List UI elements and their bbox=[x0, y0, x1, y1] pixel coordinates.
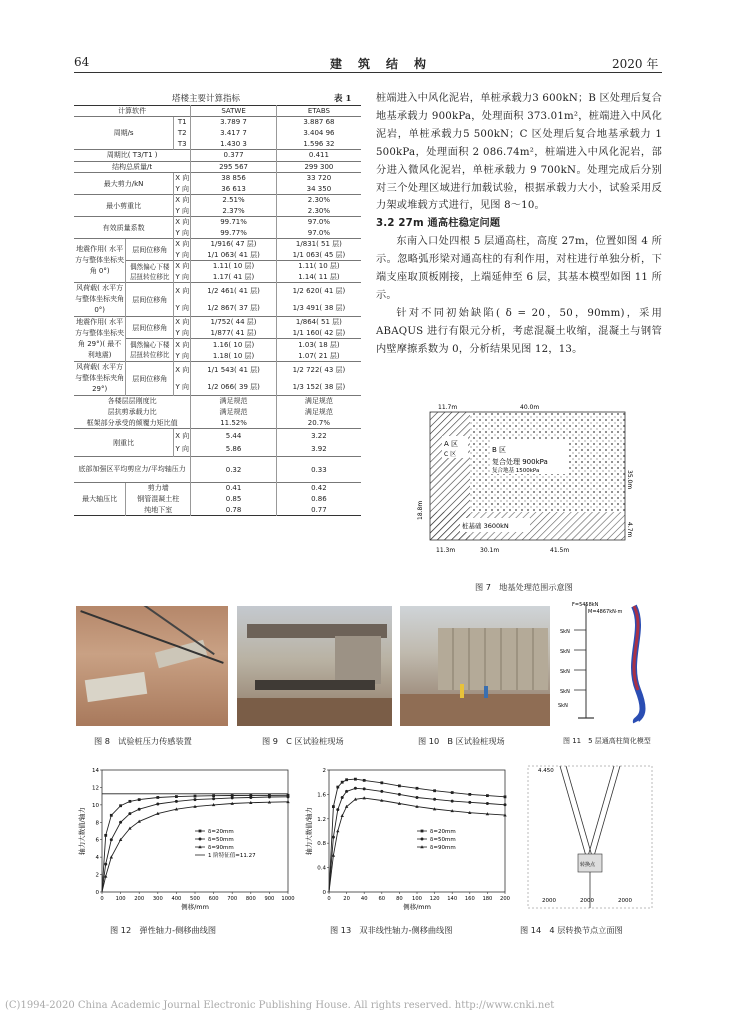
row-max-shear: 最大剪力/kN bbox=[74, 173, 174, 195]
data-point bbox=[110, 814, 113, 817]
cell: 0.411 bbox=[276, 150, 361, 161]
cable bbox=[80, 610, 224, 664]
data-point bbox=[398, 793, 401, 796]
fig14-label: 2000 bbox=[580, 898, 594, 904]
copyright-footer: (C)1994-2020 China Academic Journal Electronic Publishing House. All rights reserved. http://www.cnki.net bbox=[5, 1000, 555, 1011]
dir-x: X 向 bbox=[174, 362, 191, 379]
cell: 0.33 bbox=[276, 457, 361, 483]
fig10-caption: 图 10 B 区试验桩现场 bbox=[418, 736, 505, 746]
dir-y: Y 向 bbox=[175, 351, 189, 360]
cell: 满足规范 bbox=[276, 396, 361, 407]
dir-x: X 向 bbox=[174, 339, 191, 351]
fig7-dim: 40.0m bbox=[520, 404, 540, 411]
side-label: SkN bbox=[560, 669, 570, 675]
cell: 0.86 bbox=[276, 494, 361, 505]
y-tick-label: 6 bbox=[95, 837, 99, 844]
row-eff-mass: 有效质量系数 bbox=[74, 217, 174, 239]
fig8-caption: 图 8 试验桩压力传感装置 bbox=[94, 736, 192, 746]
x-tick-label: 0 bbox=[100, 896, 104, 902]
series-line-0 bbox=[102, 795, 288, 892]
cell: 99.77% bbox=[191, 228, 277, 239]
fig11-column-model bbox=[556, 600, 656, 728]
legend-label: δ=20mm bbox=[208, 829, 234, 835]
row-total-mass: 结构总质量/t bbox=[74, 161, 191, 172]
fig14-label: 4.450 bbox=[538, 768, 554, 774]
data-point bbox=[194, 798, 197, 801]
fig10-photo bbox=[400, 606, 550, 726]
cell: 5.44 bbox=[191, 429, 277, 443]
x-tick-label: 700 bbox=[227, 896, 238, 902]
dir-y: Y 向 bbox=[175, 184, 189, 193]
data-point bbox=[249, 796, 252, 799]
data-point bbox=[156, 802, 159, 805]
data-point bbox=[138, 798, 141, 801]
cell: 1/831( 51 层) bbox=[276, 239, 361, 250]
fig13-chart bbox=[303, 760, 518, 920]
fig7-label: B 区 bbox=[492, 446, 507, 454]
dir-y: Y 向 bbox=[175, 250, 189, 259]
y-tick-label: 0.4 bbox=[317, 865, 326, 872]
cell: 1/3 152( 38 层) bbox=[276, 379, 361, 396]
top-label: F=5458kN bbox=[572, 602, 599, 608]
x-tick-label: 800 bbox=[245, 896, 256, 902]
data-point bbox=[336, 808, 339, 811]
cell: 1.07( 21 层) bbox=[276, 351, 361, 362]
dir-y: Y 向 bbox=[175, 206, 189, 215]
page-number: 64 bbox=[74, 55, 90, 69]
row-quake0: 地震作用( 水平方与整体坐标夹角 0°) bbox=[74, 239, 126, 283]
data-point bbox=[336, 786, 339, 789]
cell: 1.18( 10 层) bbox=[191, 351, 277, 362]
cell: 0.85 bbox=[191, 494, 277, 505]
paragraph: 桩端进入中风化泥岩，单桩承载力3 600kN；B 区处理后复合地基承载力 900kPa，处理面积 373.01m²，桩端进入中风化泥岩，单桩承载力5 500kN；C 区处理后复合地基承载力 1 500kPa，处理面积 2 086.74m²，桩端进入中风化泥岩，部分进入微风化泥岩，单桩承载力 9 700kN。处理完成后分别对三个处理区域进行加载试验，根据承载力大小，试验采用反力架或堆载方式进行，见图 8～10。 bbox=[376, 93, 662, 212]
data-point bbox=[345, 790, 348, 793]
data-point bbox=[468, 801, 471, 804]
cell: 97.0% bbox=[276, 217, 361, 228]
cell: 1/2 722( 43 层) bbox=[276, 362, 361, 379]
sensor-plate bbox=[85, 672, 147, 702]
sub-cfst: 钢管混凝土柱 bbox=[126, 494, 191, 505]
side-label: SkN bbox=[560, 689, 570, 695]
sub-drift: 层间位移角 bbox=[126, 283, 174, 317]
sub-drift: 层间位移角 bbox=[126, 239, 174, 261]
dir-x: X 向 bbox=[175, 240, 190, 249]
cell: 11.52% bbox=[191, 418, 277, 429]
data-point bbox=[433, 798, 436, 801]
sub-ecc: 偶然偏心下楼层扭转位移比 bbox=[126, 339, 174, 362]
series-line-2 bbox=[329, 798, 505, 892]
dir-x: X 向 bbox=[175, 218, 190, 227]
side-label: SkN bbox=[558, 703, 568, 709]
fig14-caption: 图 14 4 层转换节点立面图 bbox=[520, 925, 623, 935]
table-title: 塔楼主要计算指标 bbox=[172, 94, 241, 104]
x-tick-label: 0 bbox=[327, 896, 331, 902]
x-tick-label: 20 bbox=[343, 896, 350, 902]
y-tick-label: 12 bbox=[92, 785, 99, 792]
x-tick-label: 200 bbox=[134, 896, 145, 902]
x-tick-label: 160 bbox=[464, 896, 475, 902]
data-point bbox=[451, 800, 454, 803]
fig14-elevation bbox=[520, 760, 660, 920]
cell: 1/2 461( 41 层) bbox=[191, 283, 277, 300]
row-rigidity: 刚重比 bbox=[74, 429, 174, 457]
row-quake29: 地震作用( 水平方与整体坐标夹角 29°)( 最不利地震) bbox=[74, 317, 126, 362]
fig9-caption: 图 9 C 区试验桩现场 bbox=[262, 736, 344, 746]
data-point bbox=[194, 795, 197, 798]
cell: 3.404 96 bbox=[276, 128, 361, 139]
side-label: SkN bbox=[560, 649, 570, 655]
cell: 2.30% bbox=[276, 206, 361, 217]
paragraph: 东南入口处四根 5 层通高柱，高度 27m，位置如图 4 所示。忽略弧形梁对通高柱的有利作用，对柱进行单独分析，下端支座取顶板刚接，上端延伸至 6 层，其基本模型如图 11 所示。 bbox=[376, 236, 662, 301]
body-text bbox=[376, 90, 662, 359]
data-point bbox=[380, 790, 383, 793]
data-point bbox=[504, 795, 507, 798]
x-tick-label: 300 bbox=[152, 896, 163, 902]
data-point bbox=[354, 787, 357, 790]
cell: 2.37% bbox=[191, 206, 277, 217]
th-software: 计算软件 bbox=[118, 107, 147, 115]
legend-marker bbox=[199, 838, 202, 841]
dir-x: X 向 bbox=[175, 318, 190, 327]
cell: 1/916( 47 层) bbox=[191, 239, 277, 250]
x-tick-label: 180 bbox=[482, 896, 493, 902]
cell: 满足规范 bbox=[191, 396, 277, 407]
fig14-label: 2000 bbox=[618, 898, 632, 904]
x-tick-label: 400 bbox=[171, 896, 182, 902]
legend-label: δ=90mm bbox=[430, 845, 456, 851]
data-point bbox=[341, 796, 344, 799]
cell: 1/752( 44 层) bbox=[191, 317, 277, 328]
row-shear-capacity: 层抗剪承载力比 bbox=[107, 408, 157, 417]
cell: 2.51% bbox=[191, 195, 277, 206]
series-line-1 bbox=[102, 797, 288, 892]
side-loads bbox=[574, 630, 586, 690]
cell: 34 350 bbox=[276, 184, 361, 195]
series-line-1 bbox=[329, 788, 505, 892]
dir-y: Y 向 bbox=[175, 272, 189, 281]
dir-y: Y 向 bbox=[174, 379, 191, 396]
data-point bbox=[336, 829, 339, 832]
data-point bbox=[451, 791, 454, 794]
top-label: M=4867kN·m bbox=[588, 609, 623, 615]
side-label: SkN bbox=[560, 629, 570, 635]
header-rule bbox=[74, 72, 662, 73]
sub-basement: 纯地下室 bbox=[126, 505, 191, 516]
cell: 满足规范 bbox=[191, 407, 277, 418]
data-point bbox=[138, 808, 141, 811]
x-tick-label: 60 bbox=[378, 896, 386, 902]
dir-y: Y 向 bbox=[175, 228, 189, 237]
y-tick-label: 1.6 bbox=[317, 792, 326, 799]
data-point bbox=[398, 784, 401, 787]
legend-marker bbox=[421, 838, 424, 841]
sub-drift: 层间位移角 bbox=[126, 362, 174, 396]
table-header-row bbox=[74, 106, 361, 117]
cell: 2.30% bbox=[276, 195, 361, 206]
cell: 1.14( 11 层) bbox=[276, 272, 361, 283]
paragraph: 针对不同初始缺陷( δ = 20，50，90mm)，采用 ABAQUS 进行有限元分析，考虑混凝土收缩，混凝土与钢管内壁摩擦系数为 0，分析结果见图 12，13。 bbox=[376, 307, 662, 355]
row-min-shear-ratio: 最小剪重比 bbox=[74, 195, 174, 217]
x-tick-label: 40 bbox=[360, 896, 368, 902]
journal-name: 建 筑 结 构 bbox=[330, 57, 429, 71]
data-point bbox=[156, 796, 159, 799]
data-point bbox=[175, 800, 178, 803]
fig14-label: 转换点 bbox=[580, 862, 596, 868]
ground bbox=[400, 694, 550, 726]
cell: 3.789 7 bbox=[191, 117, 277, 128]
fig7-dim: 30.1m bbox=[480, 547, 500, 554]
data-point bbox=[341, 814, 344, 817]
x-tick-label: 500 bbox=[190, 896, 200, 902]
section-heading: 3.2 27m 通高柱稳定问题 bbox=[376, 218, 501, 230]
fig7-dim: 41.5m bbox=[550, 547, 570, 554]
dir-x: X 向 bbox=[175, 174, 190, 183]
data-point bbox=[128, 812, 131, 815]
fig12-caption: 图 12 弹性轴力-侧移曲线图 bbox=[110, 925, 217, 935]
worker bbox=[460, 684, 464, 698]
data-point bbox=[268, 796, 271, 799]
cell: 3.887 68 bbox=[276, 117, 361, 128]
data-point bbox=[175, 795, 178, 798]
cell: 0.377 bbox=[191, 150, 277, 161]
data-point bbox=[332, 805, 335, 808]
cell: 1/1 160( 42 层) bbox=[276, 328, 361, 339]
data-point bbox=[110, 838, 113, 841]
fig9-photo bbox=[237, 606, 392, 726]
x-tick-label: 200 bbox=[500, 896, 510, 902]
fig7-dim: 11.7m bbox=[438, 404, 458, 411]
concrete-block bbox=[335, 636, 381, 684]
row-wind0: 风荷载( 水平方与整体坐标夹角 0°) bbox=[74, 283, 126, 317]
data-point bbox=[212, 797, 215, 800]
fig7-label: 复合地基 1500kPa bbox=[492, 468, 540, 474]
data-point bbox=[119, 804, 122, 807]
fig7-caption: 图 7 地基处理范围示意图 bbox=[475, 582, 573, 592]
data-point bbox=[345, 778, 348, 781]
worker bbox=[484, 686, 488, 698]
cell: 1/1 543( 41 层) bbox=[191, 362, 277, 379]
cell: 1.16( 10 层) bbox=[191, 339, 277, 351]
cell: 1.03( 18 层) bbox=[276, 339, 361, 351]
row-wind29: 风荷载( 水平方与整体坐标夹角 29°) bbox=[74, 362, 126, 396]
dir-x: X 向 bbox=[174, 429, 191, 443]
legend-marker bbox=[199, 830, 202, 833]
fig11-caption: 图 11 5 层通高柱简化模型 bbox=[563, 737, 651, 745]
data-point bbox=[380, 781, 383, 784]
data-point bbox=[119, 821, 122, 824]
fig7-label: 桩基础 3600kN bbox=[462, 522, 509, 530]
cell: 99.71% bbox=[191, 217, 277, 228]
y-axis-label: 轴力大数值/轴力 bbox=[78, 807, 86, 855]
cell: 38 856 bbox=[191, 173, 277, 184]
data-point bbox=[363, 779, 366, 782]
cell: 1/2 066( 39 层) bbox=[191, 379, 277, 396]
x-axis-label: 侧移/mm bbox=[181, 903, 209, 911]
dir-y: Y 向 bbox=[174, 300, 191, 317]
fig14-label: 2000 bbox=[542, 898, 556, 904]
data-point bbox=[486, 794, 489, 797]
data-point bbox=[212, 794, 215, 797]
data-point bbox=[433, 789, 436, 792]
fig7-label: C 区 bbox=[444, 451, 457, 458]
cell: 20.7% bbox=[276, 418, 361, 429]
cell: 0.32 bbox=[191, 457, 277, 483]
issue-year: 2020 年 bbox=[612, 57, 659, 71]
data-point bbox=[104, 834, 107, 837]
dir-y: Y 向 bbox=[175, 328, 189, 337]
sub-drift: 层间位移角 bbox=[126, 317, 174, 339]
x-tick-label: 900 bbox=[264, 896, 275, 902]
y-tick-label: 0 bbox=[322, 890, 326, 896]
table-1 bbox=[74, 105, 361, 516]
dir-x: X 向 bbox=[175, 262, 190, 271]
fig7-foundation-diagram bbox=[400, 400, 650, 570]
x-axis-label: 侧移/mm bbox=[403, 903, 431, 911]
cell: 299 300 bbox=[276, 161, 361, 172]
data-point bbox=[363, 787, 366, 790]
legend-label: δ=90mm bbox=[208, 845, 234, 851]
data-point bbox=[354, 778, 357, 781]
cell: 1/2 867( 37 层) bbox=[191, 300, 277, 317]
y-tick-label: 8 bbox=[95, 820, 99, 827]
y-tick-label: 0 bbox=[95, 890, 99, 896]
data-point bbox=[104, 863, 107, 866]
cell: 5.86 bbox=[191, 443, 277, 457]
cell: 1/2 620( 41 层) bbox=[276, 283, 361, 300]
legend-label: 1 阶特征值=11.27 bbox=[208, 853, 256, 859]
x-tick-label: 120 bbox=[429, 896, 440, 902]
data-point bbox=[486, 802, 489, 805]
data-point bbox=[468, 793, 471, 796]
row-period-ratio: 周期比( T3/T1 ) bbox=[74, 150, 191, 161]
sub-wall: 剪力墙 bbox=[126, 483, 191, 494]
y-tick-label: 0.8 bbox=[317, 841, 326, 848]
legend-marker bbox=[421, 830, 424, 833]
row-frame-moment: 框架部分承受的倾覆力矩比值 bbox=[86, 418, 178, 427]
x-tick-label: 140 bbox=[447, 896, 458, 902]
data-point bbox=[231, 796, 234, 799]
y-tick-label: 2 bbox=[322, 768, 326, 774]
cell: 满足规范 bbox=[276, 407, 361, 418]
y-tick-label: 1.2 bbox=[317, 816, 326, 823]
x-tick-label: 100 bbox=[412, 896, 422, 902]
cell: 1.11( 10 层) bbox=[191, 261, 277, 272]
data-point bbox=[341, 781, 344, 784]
data-point bbox=[416, 787, 419, 790]
th-etabs: ETABS bbox=[276, 106, 361, 117]
cell: 36 613 bbox=[191, 184, 277, 195]
x-tick-label: 100 bbox=[115, 896, 126, 902]
fig8-photo bbox=[76, 606, 228, 726]
fig13-caption: 图 13 双非线性轴力-侧移曲线图 bbox=[330, 925, 453, 935]
row-stiff-ratio: 各楼层层刚度比 bbox=[74, 396, 191, 407]
y-tick-label: 10 bbox=[92, 802, 99, 809]
cell: 0.41 bbox=[191, 483, 277, 494]
cell: 0.42 bbox=[276, 483, 361, 494]
table-label: 表 1 bbox=[334, 94, 352, 104]
key-t3: T3 bbox=[174, 139, 191, 150]
x-tick-label: 1000 bbox=[281, 896, 295, 902]
cell: 3.92 bbox=[276, 443, 361, 457]
fig7-label: A 区 bbox=[444, 440, 459, 448]
data-point bbox=[129, 800, 132, 803]
cell: 3.22 bbox=[276, 429, 361, 443]
fig12-chart bbox=[74, 760, 304, 920]
cell: 1/1 063( 41 层) bbox=[191, 250, 277, 261]
key-t2: T2 bbox=[174, 128, 191, 139]
dir-y: Y 向 bbox=[174, 443, 191, 457]
row-bottom-shear: 底部加强区平均剪应力/平均轴压力 bbox=[74, 457, 191, 483]
braces bbox=[560, 766, 620, 908]
fig7-dim: 4.7m bbox=[626, 522, 633, 538]
fig7-dim: 18.8m bbox=[417, 500, 424, 520]
y-axis-label: 轴力大数值/轴力 bbox=[305, 807, 313, 855]
cell: 0.78 bbox=[191, 505, 277, 516]
y-tick-label: 14 bbox=[92, 768, 99, 774]
cell: 1/1 063( 45 层) bbox=[276, 250, 361, 261]
data-point bbox=[287, 795, 290, 798]
cell: 3.417 7 bbox=[191, 128, 277, 139]
cell: 1.17( 41 层) bbox=[191, 272, 277, 283]
stacked-blocks bbox=[438, 628, 548, 690]
sub-ecc: 偶然偏心下楼层扭转位移比 bbox=[126, 261, 174, 283]
legend-label: δ=50mm bbox=[430, 837, 456, 843]
fig7-dim: 35.0m bbox=[626, 470, 633, 490]
y-tick-label: 2 bbox=[95, 872, 99, 879]
cell: 295 567 bbox=[191, 161, 277, 172]
row-axial: 最大轴压比 bbox=[74, 483, 126, 516]
data-point bbox=[332, 836, 335, 839]
cell: 97.0% bbox=[276, 228, 361, 239]
dir-x: X 向 bbox=[175, 196, 190, 205]
x-tick-label: 80 bbox=[396, 896, 403, 902]
cell: 1/864( 51 层) bbox=[276, 317, 361, 328]
fig7-dim: 11.3m bbox=[436, 547, 456, 554]
steel-beam bbox=[255, 680, 375, 690]
cell: 0.77 bbox=[276, 505, 361, 516]
legend-label: δ=20mm bbox=[430, 829, 456, 835]
cell: 33 720 bbox=[276, 173, 361, 184]
cell: 1/3 491( 38 层) bbox=[276, 300, 361, 317]
key-t1: T1 bbox=[174, 117, 191, 128]
cell: 1.596 32 bbox=[276, 139, 361, 150]
cell: 1.11( 10 层) bbox=[276, 261, 361, 272]
ground bbox=[237, 698, 392, 726]
data-point bbox=[416, 796, 419, 799]
cell: 1.430 3 bbox=[191, 139, 277, 150]
fig7-label: 复合处理 900kPa bbox=[492, 458, 548, 466]
th-satwe: SATWE bbox=[191, 106, 277, 117]
dir-x: X 向 bbox=[174, 283, 191, 300]
row-period-label: 周期/s bbox=[74, 117, 174, 150]
x-tick-label: 600 bbox=[208, 896, 219, 902]
legend-label: δ=50mm bbox=[208, 837, 234, 843]
cell: 1/877( 41 层) bbox=[191, 328, 277, 339]
data-point bbox=[504, 803, 507, 806]
y-tick-label: 4 bbox=[95, 855, 99, 862]
